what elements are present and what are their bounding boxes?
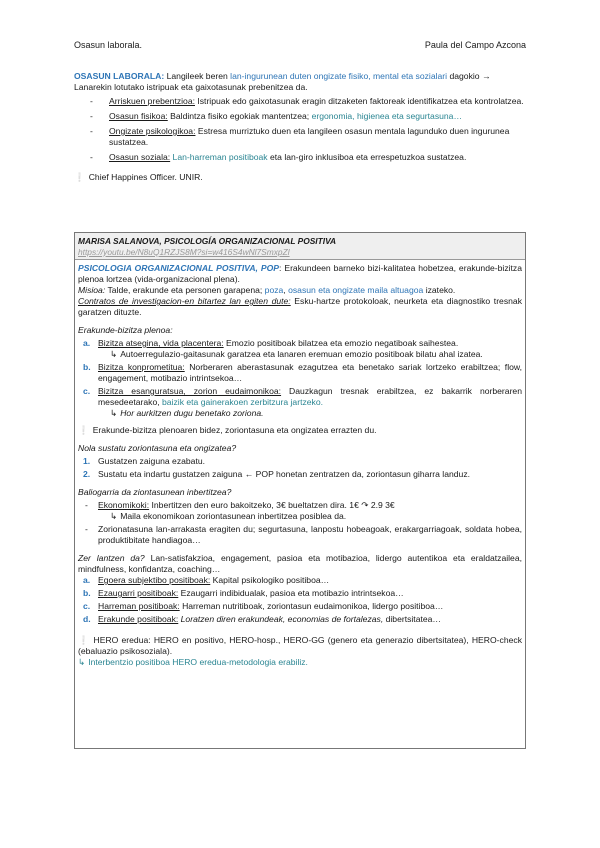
nola-title: Nola sustatu zoriontasuna eta ongizatea?	[78, 443, 237, 453]
mision-term: Misioa:	[78, 285, 106, 295]
list-item	[78, 338, 522, 360]
list-item	[78, 500, 522, 522]
pop-paragraph	[78, 263, 522, 285]
note-text: Chief Happines Officer. UNIR.	[88, 172, 203, 182]
note-chief-happiness	[74, 172, 526, 183]
item-text: Harreman nutritiboak, zoriontasun eudaimonikoa, lidergo positiboa…	[179, 601, 444, 611]
item-text: eta lan-giro inklusiboa eta errespetuzkoa sustatzea.	[267, 152, 467, 162]
list-item	[78, 386, 522, 419]
contratos-term: Contratos de investigacion-en bitartez lan egiten dute:	[78, 296, 291, 306]
exclamation-icon: ❕	[78, 635, 90, 645]
list-item	[78, 456, 522, 467]
sub-text: Autoerregulazio-gaitasunak garatzea eta lanaren eremuan emozio positiboak bilatu ahal izatea.	[120, 349, 483, 359]
header-course-title: Osasun laborala.	[74, 40, 143, 50]
sub-text: Hor aurkitzen dugu benetako zoriona.	[120, 408, 264, 418]
list-item	[78, 601, 522, 612]
item-text: Gustatzen zaiguna ezabatu.	[98, 456, 206, 466]
item-term: Osasun fisikoa:	[109, 111, 168, 121]
list-item	[78, 614, 522, 625]
pop-term: PSICOLOGIA ORGANIZACIONAL POSITIVA, POP	[78, 263, 280, 273]
zer-list	[78, 575, 522, 625]
mision-highlight-2: osasun eta ongizate maila altuagoa	[288, 285, 424, 295]
intro-section	[74, 71, 526, 183]
item-term: Erakunde positiboak:	[98, 614, 179, 624]
hero-text: HERO eredua: HERO en positivo, HERO-hosp., HERO-GG (genero eta generazio dibertsitatea), HERO-check (ebaluazio psikosoziala).	[78, 635, 522, 656]
item-italic: Loratzen diren erakundeak, economias de fortalezas,	[178, 614, 384, 624]
list-marker: d.	[83, 614, 91, 624]
item-text: Ezaugarri indibidualak, pasioa eta motibazio intrintsekoa…	[178, 588, 404, 598]
contratos-text: Esku-hartze protokoloak, neurketa eta diagnostiko tresnak garatzen dituzte.	[78, 296, 522, 317]
item-highlight: baizik eta gainerakoen zerbitzura jartzeko.	[162, 397, 323, 407]
item-sub	[98, 511, 522, 522]
item-text: Inbertitzen den euro bakoitzeko, 3€ bueltatzen dira. 1€ ↷ 2.9 3€	[149, 500, 395, 510]
intro-text-2: dagokio → Lanarekin lotutako istripuak eta gaixotasunak prebenitzea da.	[74, 71, 491, 92]
list-item	[74, 111, 526, 122]
zer-term: Zer lantzen da?	[78, 553, 145, 563]
hero-paragraph	[78, 635, 522, 657]
nola-list	[78, 456, 522, 480]
list-item	[74, 126, 526, 148]
list-marker: b.	[83, 588, 91, 598]
intro-text-1: Langileek beren	[164, 71, 231, 81]
item-sub	[98, 408, 522, 419]
salanova-box	[74, 232, 526, 749]
item-text: Norberaren aberastasunak ezagutzea eta benetako sariak lortzeko erabiltzea; flow, engagement, motibazio intrintsekoa…	[98, 362, 522, 383]
plena-list	[78, 338, 522, 419]
list-item	[78, 469, 522, 480]
item-term: Bizitza konprometitua:	[98, 362, 185, 372]
osasun-items-list	[74, 96, 526, 163]
item-text: Emozio positiboak bilatzea eta emozio negatiboak saihestea.	[223, 338, 459, 348]
item-term: Arriskuen prebentzioa:	[109, 96, 195, 106]
hero-sub	[78, 657, 522, 668]
item-highlight: Lan-harreman positiboak	[170, 152, 268, 162]
mision-highlight-1: poza	[264, 285, 284, 295]
list-item	[78, 575, 522, 586]
plena-title: Erakunde-bizitza plenoa:	[78, 325, 173, 335]
zer-paragraph	[78, 553, 522, 575]
box-body	[75, 260, 525, 671]
mision-paragraph	[78, 285, 522, 296]
item-text: Sustatu eta indartu gustatzen zaiguna ← POP honetan zentratzen da, zoriontasun giharra landuz.	[98, 469, 471, 479]
balio-list	[78, 500, 522, 546]
intro-highlight: lan-ingurunean duten ongizate fisiko, mental eta sozialari	[230, 71, 448, 81]
balio-title: Baliogarria da ziontasunean inbertitzea?	[78, 487, 232, 497]
mision-text: Talde, erakunde eta personen garapena;	[105, 285, 265, 295]
item-term: Egoera subjektibo positiboak:	[98, 575, 211, 585]
item-term: Bizitza esanguratsua, zorion eudaimonikoa:	[98, 386, 282, 396]
mision-separator: ,	[283, 285, 289, 295]
item-term: Harreman positiboak:	[98, 601, 180, 611]
exclamation-icon: ❕	[78, 425, 89, 435]
list-marker: a.	[83, 575, 91, 585]
item-term: Ezaugarri positiboak:	[98, 588, 179, 598]
exclamation-icon: ❕	[74, 172, 85, 182]
item-term: Osasun soziala:	[109, 152, 171, 162]
intro-term: OSASUN LABORALA:	[74, 71, 165, 81]
sub-text: Maila ekonomikoan zoriontasunean inbertitzea posiblea da.	[120, 511, 347, 521]
item-highlight: ergonomia, higienea eta segurtasuna…	[311, 111, 463, 121]
list-marker: b.	[83, 362, 91, 372]
video-link[interactable]: https://youtu.be/N8uQ1RZJS8M?si=w416S4wNl7SmxpZl	[78, 246, 290, 257]
item-term: Ekonomikoki:	[98, 500, 150, 510]
list-item	[78, 524, 522, 546]
list-marker: 2.	[83, 469, 91, 479]
mision-end: izateko.	[423, 285, 456, 295]
list-item	[74, 152, 526, 163]
box-title: MARISA SALANOVA, PSICOLOGÍA ORGANIZACIONAL POSITIVA	[78, 236, 337, 246]
list-item	[74, 96, 526, 107]
item-text: Estresa murriztuko duen eta langileen osasun mentala lagunduko duen ingurunea sustatzea.	[109, 126, 510, 147]
item-term: Ongizate psikologikoa:	[109, 126, 196, 136]
list-item	[78, 362, 522, 384]
box-header	[75, 233, 525, 260]
item-text: dibertsitatea…	[383, 614, 442, 624]
item-sub	[98, 349, 522, 360]
contratos-paragraph	[78, 296, 522, 318]
item-text: Baldintza fisiko egokiak mantentzea;	[167, 111, 312, 121]
pop-text: : Erakundeen barneko bizi-kalitatea hobetzea, erakunde-bizitza plenoa lortzea (vida-organizacional plena).	[78, 263, 522, 284]
zer-text: Lan-satisfakzioa, engagement, pasioa eta motibazioa, lidergo autentikoa eta eraldatzailea, mindfulness, konfidantza, coaching…	[78, 553, 522, 574]
list-marker: c.	[83, 386, 91, 396]
list-item	[78, 588, 522, 599]
hero-sub-text: Interbentzio positiboa HERO eredua-metodologia erabiliz.	[88, 657, 308, 667]
item-term: Bizitza atsegina, vida placentera:	[98, 338, 224, 348]
note-text: Erakunde-bizitza plenoaren bidez, zoriontasuna eta ongizatea errazten du.	[92, 425, 377, 435]
item-text: Dauzkagun tresnak erabiltzea, ez bakarrik norberaren mesedeetarako,	[98, 386, 522, 407]
intro-paragraph	[74, 71, 526, 93]
list-marker: 1.	[83, 456, 91, 466]
list-marker: a.	[83, 338, 91, 348]
note-plena	[78, 425, 522, 436]
list-marker: c.	[83, 601, 91, 611]
header-author-name: Paula del Campo Azcona	[424, 40, 526, 50]
item-text: Zorionatasuna lan-arrakasta eragiten du; segurtasuna, lanpostu hobeagoak, erakargarriagoak, soldata hobea, produktibitate handiagoa…	[98, 524, 522, 545]
item-text: Kapital psikologiko positiboa…	[210, 575, 330, 585]
item-text: Istripuak edo gaixotasunak eragin ditzaketen faktoreak identifikatzea eta kontrolatzea.	[194, 96, 524, 106]
